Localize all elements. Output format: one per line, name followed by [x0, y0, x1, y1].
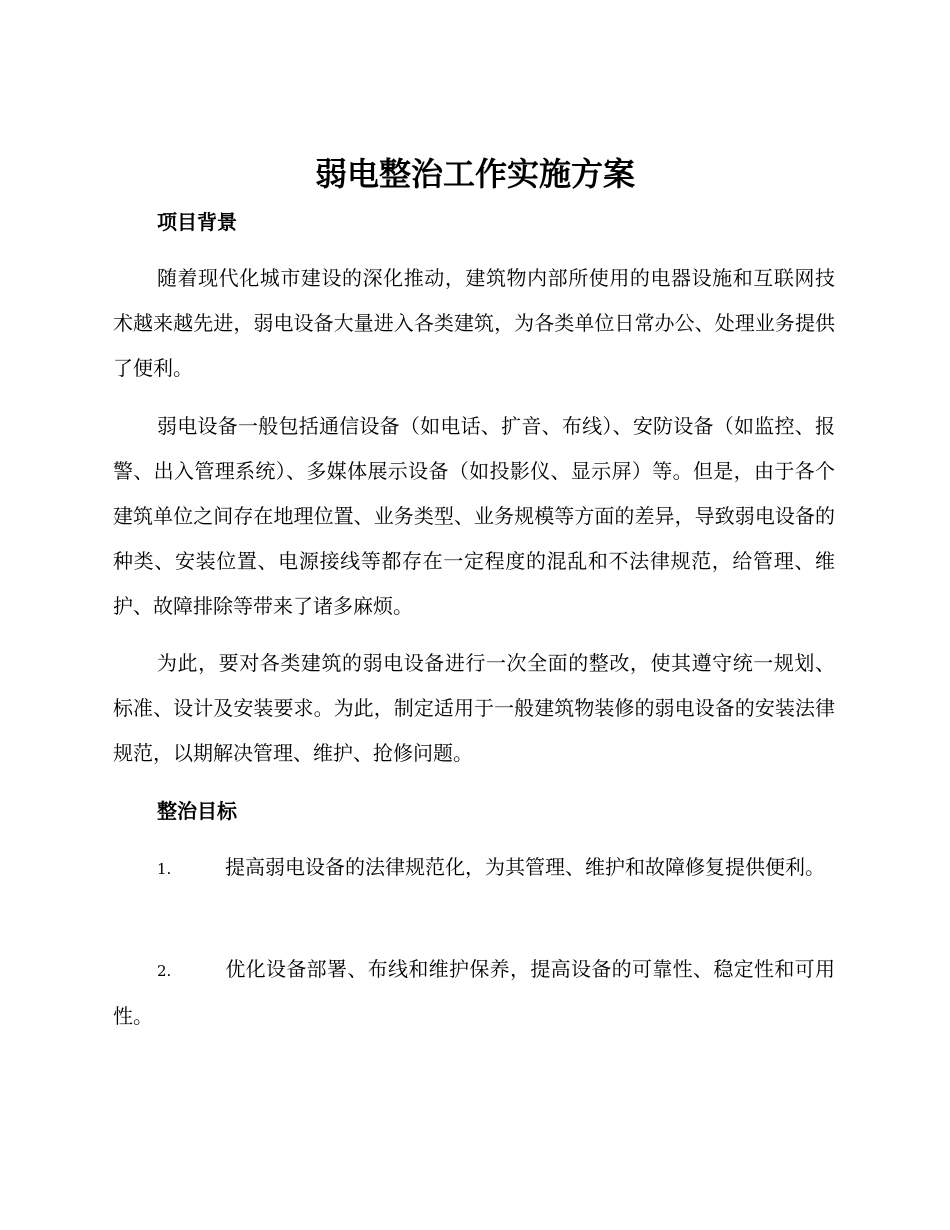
list-item-text: 提高弱电设备的法律规范化，为其管理、维护和故障修复提供便利。 [225, 855, 825, 879]
section-heading-background: 项目背景 [157, 210, 237, 234]
paragraph-background-3: 为此，要对各类建筑的弱电设备进行一次全面的整改，使其遵守统一规划、标准、设计及安装要求。为此，制定适用于一般建筑物装修的弱电设备的安装法律规范，以期解决管理、维护、抢修问题。 [113, 651, 835, 765]
list-number: 1. [157, 860, 172, 878]
goal-list-item-2 [113, 947, 835, 1039]
goal-list-item-1 [113, 845, 835, 892]
list-item-text: 优化设备部署、布线和维护保养，提高设备的可靠性、稳定性和可用性。 [113, 957, 835, 1028]
section-heading-goals: 整治目标 [157, 799, 237, 823]
list-number: 2. [157, 962, 172, 980]
document-title: 弱电整治工作实施方案 [314, 155, 635, 193]
paragraph-background-1: 随着现代化城市建设的深化推动，建筑物内部所使用的电器设施和互联网技术越来越先进，弱电设备大量进入各类建筑，为各类单位日常办公、处理业务提供了便利。 [113, 266, 835, 380]
paragraph-background-2: 弱电设备一般包括通信设备（如电话、扩音、布线）、安防设备（如监控、报警、出入管理系统）、多媒体展示设备（如投影仪、显示屏）等。但是，由于各个建筑单位之间存在地理位置、业务类型、业务规模等方面的差异，导致弱电设备的种类、安装位置、电源接线等都存在一定程度的混乱和不法律规范，给管理、维护、故障排除等带来了诸多麻烦。 [113, 414, 835, 618]
